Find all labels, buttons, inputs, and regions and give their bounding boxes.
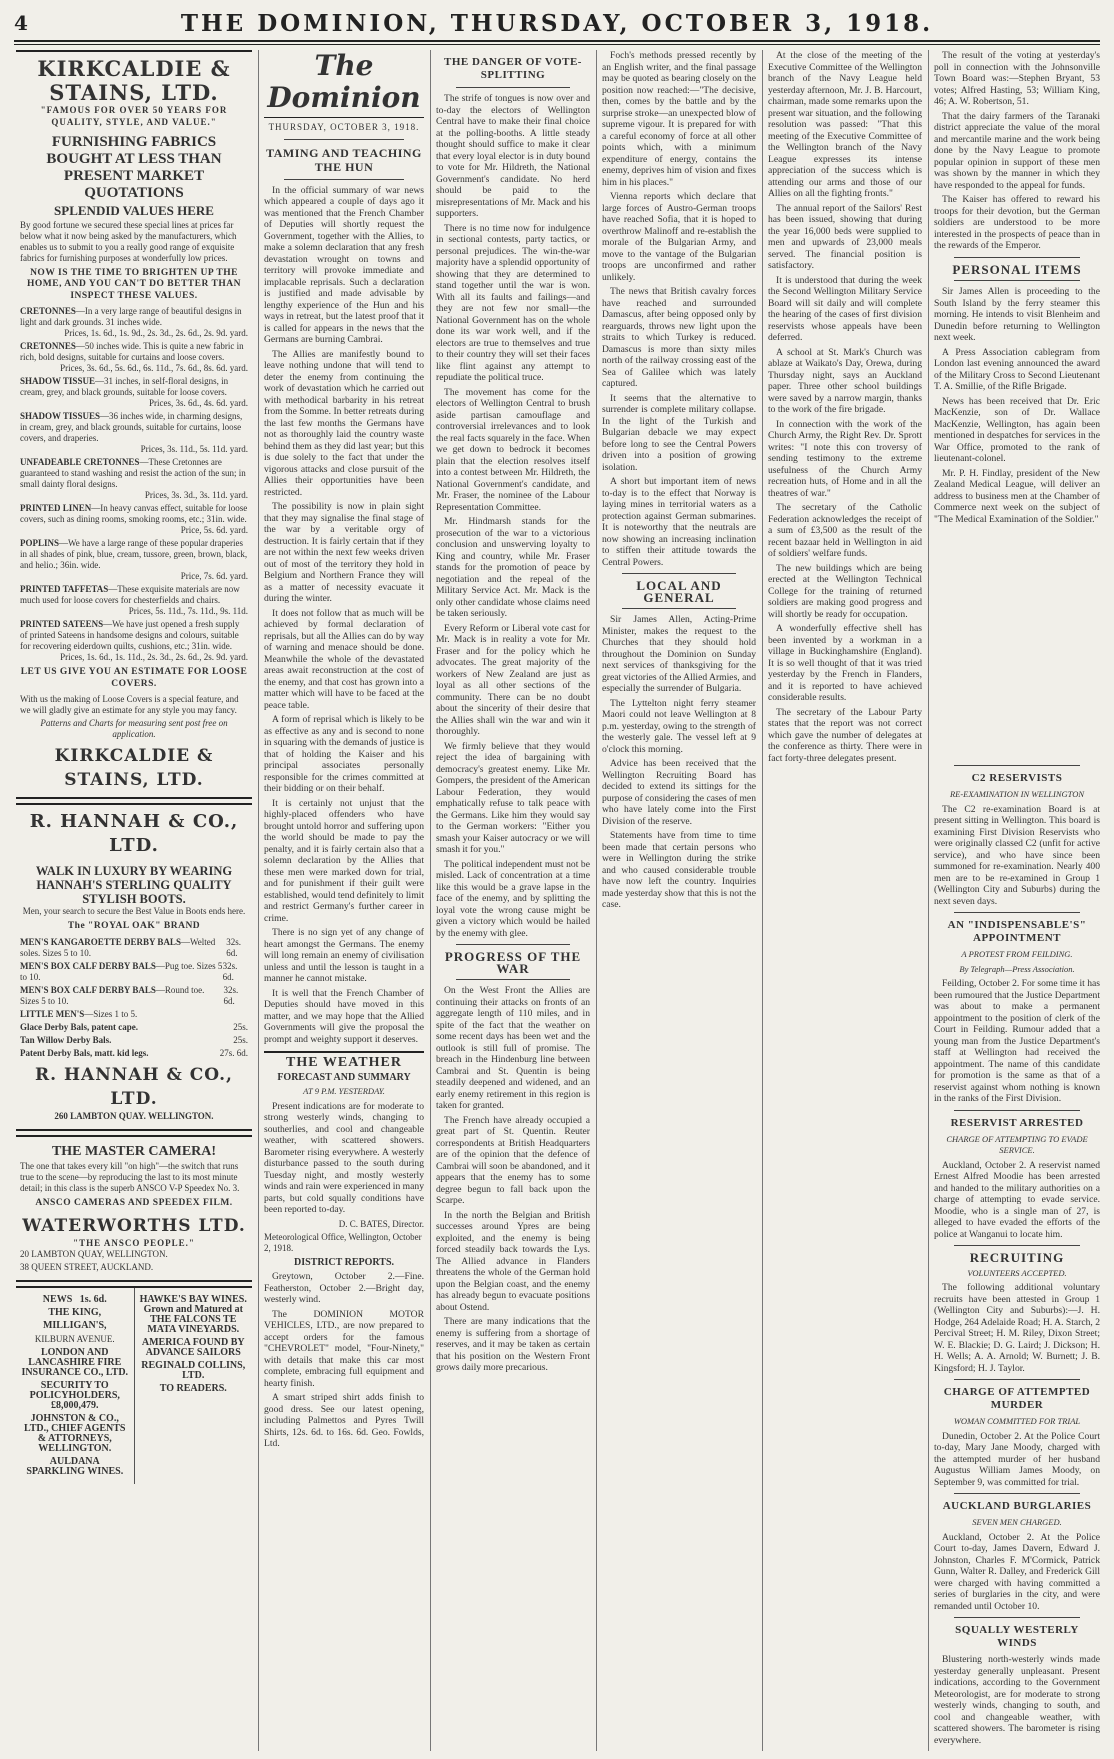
squally-title: SQUALLY WESTERLY WINDS [955, 1624, 1079, 1649]
vote-splitting-column [436, 50, 590, 1753]
murder-title: CHARGE OF ATTEMPTED MURDER [943, 1386, 1091, 1411]
fabric-item-price: Price, 5s. 6d. yard. [180, 525, 248, 535]
johnston-agents: JOHNSTON & CO., LTD., CHIEF AGENTS & ATTORNEYS, WELLINGTON. [23, 1413, 126, 1454]
reservists-sub: RE-EXAMINATION IN WELLINGTON [949, 789, 1085, 799]
burglaries-text: Auckland, October 2. At the Police Court to-day, James Davern, Edward J. Johnston, Charles F. M'Cormick, Patrick Gunn, Walter R. Dalley, and Frederick Gill were charged with having committed a series of burglaries in the city, and were remanded until October 10. [934, 1531, 1100, 1612]
weather-box [264, 1051, 424, 1450]
murder-sub: WOMAN COMMITTED FOR TRIAL [953, 1416, 1081, 1426]
paragraph: News has been received that Dr. Eric MacKenzie, son of Dr. Wallace MacKenzie, Wellington, has again been mentioned in despatches for services in the War Office, promoted to the rank of lieutenant-colonel. [934, 395, 1100, 464]
column-divider [258, 50, 259, 1751]
hawkes-bay-wines: HAWKE'S BAY WINES. Grown and Matured at THE FALCONS TE MATA VINEYARDS. [139, 1294, 247, 1335]
arrested-text: Auckland, October 2. A reservist named Ernest Alfred Moodie has been arrested and handed to the military authorities on a charge of attempting to evade service. Moodie, who is a single man of 27, is alleged to have evaded the efforts of the police at Wanganui to locate him. [934, 1159, 1100, 1240]
fabric-item-name: POPLINS [20, 538, 60, 548]
weather-sign: D. C. BATES, Director. [338, 1218, 424, 1229]
indispensable-sub: A PROTEST FROM FEILDING. [961, 949, 1073, 959]
estimate-heading: LET US GIVE YOU AN ESTIMATE FOR LOOSE COVERS. [20, 667, 248, 689]
paragraph: We firmly believe that they would reject the idea of bargaining with democracy's greatest enemy. Like Mr. Gompers, the president of the American Labour Federation, they would emphatically refuse to talk peace with the Germans. Like him they would say to the German workers: "Either you smash your Kaiser autocracy or we will smash it for you." [436, 740, 590, 855]
fabric-item [20, 503, 248, 536]
paragraph: Every Reform or Liberal vote cast for Mr. Mack is in reality a vote for Mr. Fraser and for the policy which he advocates. The great majority of the workers of New Zealand are just as loyal as all other sections of the community. There can be no doubt about the sincerity of their desire that the Allies shall win the war and win it thoroughly. [436, 622, 590, 737]
arrested-title: RESERVIST ARRESTED [950, 1116, 1084, 1129]
boot-item [20, 1022, 248, 1033]
ansco-heading: ANSCO CAMERAS AND SPEEDEX FILM. [35, 1198, 233, 1208]
fabric-item-price: Prices, 5s. 11d., 7s. 11d., 9s. 11d. [128, 606, 248, 616]
boot-item-name: MEN'S KANGAROETTE DERBY BALS—Welted soles. Sizes 5 to 10. [20, 936, 216, 958]
paragraph: Sir James Allen is proceeding to the South Island by the ferry steamer this morning. He intends to visit Blenheim and Dunedin before returning to Wellington next week. [934, 286, 1100, 343]
fabric-item-name: UNFADEABLE CRETONNES [20, 457, 140, 467]
waterworths-title: WATERWORTHS LTD. [22, 1215, 246, 1236]
reginald-collins: REGINALD COLLINS, LTD. [141, 1360, 246, 1381]
boot-item-name: Patent Derby Bals, matt. kid legs. [20, 1047, 149, 1058]
boot-item-price: 32s. 6d. [226, 936, 242, 958]
paragraph: On the West Front the Allies are continuing their attacks on fronts of an aggregate length of 110 miles, and in spite of the fact that the weather on some recent days has been wet and the outlook is still full of promise. The breach in the Hindenburg line between Cambrai and St. Quentin is being steadily deepened and widened, and an early enemy retirement in this region is taken for granted. [436, 985, 590, 1111]
squally-text: Blustering north-westerly winds made yesterday generally unpleasant. Present indications, according to the Government Meteorologist, are for moderate to strong westerly winds, changing to south, and cool and changeable weather, with scattered showers. The barometer is rising everywhere. [934, 1654, 1100, 1746]
paragraph: Mr. P. H. Findlay, president of the New Zealand Medical League, will deliver an address to business men at the Chamber of Commerce next week on the subject of "The Medical Examination of the Soldier." [934, 467, 1100, 525]
paragraph: The French have already occupied a great part of St. Quentin. Reuter correspondents at British Headquarters are of the opinion that the defence of Cambrai will soon be abandoned, and it appears that the enemy has to some degree begun to fall back upon the Scarpe. [436, 1114, 590, 1206]
fabric-item-text: —We have just opened a fresh supply of printed Sateens in handsome designs and colours, suitable for recovering eiderdown quilts, cushions, etc.; 31in. wide. [20, 619, 240, 651]
fabric-item [20, 411, 248, 455]
arrested-sub: CHARGE OF ATTEMPTING TO EVADE SERVICE. [946, 1133, 1088, 1155]
fabric-item [20, 457, 248, 501]
fabric-item-text: —31 inches, in self-floral designs, in cream, grey, and black grounds, suitable for loose covers. [20, 376, 229, 397]
patterns-text: Patterns and Charts for measuring sent post free on application. [40, 718, 228, 739]
local-general-body [602, 614, 756, 911]
boot-item-price: 25s. [233, 1021, 248, 1032]
boot-list [20, 937, 248, 1059]
masthead [14, 8, 1100, 38]
editorial-title: TAMING AND TEACHING THE HUN [266, 145, 422, 174]
murder-text: Dunedin, October 2. At the Police Court to-day, Mary Jane Moody, charged with the attempted murder of her husband Augustus William James Moody, on September 9, was committed for trial. [934, 1430, 1100, 1488]
paragraph: The Kaiser has offered to reward his troops for their devotion, but the German soldiers are understood to be more interested in the prospects of peace than in the rewards of the Emperor. [934, 194, 1100, 251]
paragraph: The political independent must not be misled. Lack of concentration at a time like this would be a grave lapse in the face of the enemy, and by splitting the loyal vote the wrong cause might be given a victory which would be hailed by the enemy with glee. [436, 858, 590, 939]
kirkcaldie-title-footer: KIRKCALDIE & STAINS, LTD. [54, 746, 214, 790]
fabric-item-price: Prices, 1s. 6d., 1s. 9d., 2s. 3d., 2s. 6d., 2s. 9d. yard. [64, 328, 248, 338]
fabric-item-name: CRETONNES [20, 341, 76, 351]
boot-item [20, 961, 248, 983]
column-divider [596, 50, 597, 1751]
fabric-item-price: Prices, 3s. 11d., 5s. 11d. yard. [140, 444, 248, 454]
boot-item [20, 1009, 248, 1020]
indispensable-by: By Telegraph—Press Association. [959, 963, 1075, 974]
paragraph: It seems that the alternative to surrender is complete military collapse. In the light of the Turkish and Bulgarian debacle we may expect before long to see the Central Powers driven into a position of growing isolation. [602, 392, 756, 473]
paragraph: At the close of the meeting of the Executive Committee of the Wellington branch of the Navy League held yesterday afternoon, Mr. J. B. Harcourt, chairman, made some remarks upon the present war situation, and the following resolution was passed: "That this meeting of the Executive Committee of the Wellington branch of the Navy League expresses its intense appreciation of the success which is attending our arms and those of our Allies on all the fighting fronts." [768, 50, 922, 199]
burglaries-sub: SEVEN MEN CHARGED. [972, 1517, 1062, 1527]
indispensable-text: Feilding, October 2. For some time it has been rumoured that the Justice Department was about to make a permanent appointment to the position of clerk of the Court in Feilding. Rumour added that a young man from the Justice Department's staff at Wellington had received the appointment. The name of this candidate for promotion is the same as that of a reservist against whom nothing is known in the ranks of the First Division. [934, 978, 1100, 1104]
kirkcaldie-tagline: "FAMOUS FOR OVER 50 YEARS FOR QUALITY, STYLE, AND VALUE." [40, 105, 228, 127]
security-line: SECURITY TO POLICYHOLDERS, £8,000,479. [29, 1380, 120, 1411]
vote-splitting-body [436, 93, 590, 939]
boot-item-name: MEN'S BOX CALF DERBY BALS—Round toe. Sizes 5 to 10. [20, 984, 205, 1006]
weather-title: THE WEATHER [286, 1055, 402, 1070]
column-divider [928, 50, 929, 1751]
fabric-item-name: PRINTED LINEN [20, 503, 92, 513]
paragraph: That the dairy farmers of the Taranaki district appreciate the value of the moral and mercantile marine and the work being done by the Navy League to promote popular opinion in support of these men was shown by the manner in which they have responded to the appeal for funds. [934, 110, 1100, 191]
royal-oak-brand: The "ROYAL OAK" BRAND [67, 921, 201, 931]
reservists-text: The C2 re-examination Board is at present sitting in Wellington. This board is examining First Division Reservists who were originally classed C2 (unfit for active service), and who have since been summoned for re-examination. Nearly 400 men are to be re-examined in Group 1 (Wellington City and Suburbs) during the next seven days. [934, 803, 1100, 907]
master-camera-title: THE MASTER CAMERA! [51, 1143, 217, 1159]
walk-sub: Men, your search to secure the Best Value in Boots ends here. [22, 906, 246, 916]
boot-item-price: 25s. [233, 1034, 248, 1045]
paragraph: The strife of tongues is now over and to-day the electors of Wellington Central have to make their final choice at the polling-booths. A little steady thought should suffice to make it clear that every loyal elector is in duty bound to vote for Mr. Hildreth, the National Government's candidate. No herd should be paid to the misrepresentations of Mr. Mack and his supporters. [436, 93, 590, 219]
splendid-values: SPLENDID VALUES HERE [54, 203, 214, 218]
boot-item [20, 937, 248, 959]
loose-covers-text: With us the making of Loose Covers is a special feature, and we will gladly give an estimate for any style you may fancy. [20, 694, 239, 715]
boot-item [20, 1048, 248, 1059]
recruiting-sub: VOLUNTEERS ACCEPTED. [967, 1267, 1067, 1278]
war-notes-column [602, 50, 756, 1753]
masthead-title: THE DOMINION, THURSDAY, OCTOBER 3, 1918. [180, 9, 934, 37]
boot-item-name: MEN'S BOX CALF DERBY BALS—Pug toe. Sizes 5 to 10. [20, 960, 223, 982]
fabric-item [20, 584, 248, 617]
indispensable-title: AN "INDISPENSABLE'S" APPOINTMENT [947, 919, 1087, 944]
fabric-item [20, 619, 248, 663]
paragraph: The annual report of the Sailors' Rest has been issued, showing that during the year 16,000 beds were supplied to men and upwards of 23,000 meals served. The financial position is satisfactory. [768, 202, 922, 271]
personal-items-body [934, 286, 1100, 525]
paragraph: There is no time now for indulgence in sectional contests, party tactics, or personal prejudices. The win-the-war majority have a splendid opportunity of showing that they are determined to stand together until the war is won. With all its faults and failings—and they are not few nor small—the National Government has on the whole done its war work well, and if the electors are true to themselves and true to their country they will set their faces like flint against any attempt to repudiate the political truce. [436, 222, 590, 383]
fabric-item-price: Prices, 3s. 6d., 5s. 6d., 6s. 11d., 7s. 6d., 8s. 6d. yard. [60, 363, 248, 373]
paragraph: In the north the Belgian and British successes around Ypres are being exploited, and the enemy is being forced steadily back towards the Lys. The Allied advance in Flanders threatens the whole of the German hold upon the Belgian coast, and the enemy has already begun to evacuate positions about Ostend. [436, 1209, 590, 1313]
paragraph: The new buildings which are being erected at the Wellington Technical College for the training of returned soldiers are making good progress and will shortly be ready for occupation. [768, 562, 922, 620]
small-ads-right [134, 1288, 253, 1484]
paragraph: Mr. Hindmarsh stands for the prosecution of the war to a victorious conclusion and unswerving loyalty to King and country, while Mr. Fraser stands for the promotion of peace by negotiation and the repeal of the Military Service Act. Mr. Mack is the only other candidate whose claims need be taken seriously. [436, 516, 590, 619]
fabric-item-price: Prices, 1s. 6d., 1s. 11d., 2s. 3d., 2s. 6d., 2s. 9d. yard. [60, 652, 248, 662]
waterworths-sub: "THE ANSCO PEOPLE." [73, 1237, 195, 1248]
news-body [768, 50, 922, 764]
boot-item-price: 32s. 6d. [223, 984, 239, 1006]
weather-subtitle: FORECAST AND SUMMARY [277, 1071, 411, 1083]
editorial-column [264, 50, 424, 1753]
paragraph: A school at St. Mark's Church was ablaze at Waikato's Day, Orewa, during Thursday night, says an Auckland paper. Three other school buildings were saved by a narrow margin, thanks to the work of the fire brigade. [768, 346, 922, 415]
paragraph: The Allies are manifestly bound to leave nothing undone that will tend to deter the enemy from continuing the work of devastation which he carried out with methodical barbarity in his retreat from the Somme. In better retreats during the last few months the Germans have not as thoroughly laid the country waste behind them as they did last year; but this is due solely to the fact that under the vigorous attacks and close pursuit of the Allies their opportunities have been restricted. [264, 348, 424, 498]
paragraph: Vienna reports which declare that large forces of Austro-German troops have reached Sofia, that it is hoped to overthrow Malinoff and re-establish the morale of the Bulgarian Army, and move to the vantage of the Bulgarian troops are unconfirmed and rather unlikely. [602, 191, 756, 283]
district-reports-text: Greytown, October 2.—Fine. Featherston, October 2.—Bright day, westerly wind. [264, 1271, 424, 1305]
motor-notice: The DOMINION MOTOR VEHICLES, LTD., are now prepared to accept orders for the famous "CHEVROLET" model, "Four-Ninety," with details that make this car most complete, embracing full equipment and hearty finish. [264, 1308, 424, 1389]
boot-item-name: Tan Willow Derby Bals. [20, 1034, 112, 1045]
paragraph: A form of reprisal which is likely to be as effective as any and is second to none in squaring with the demands of justice is that of holding the Kaiser and his principal associates personally responsible for the crimes committed at their bidding or on their behalf. [264, 714, 424, 794]
fabric-item [20, 538, 248, 582]
auldana-wines: AULDANA SPARKLING WINES. [26, 1456, 124, 1477]
to-readers: TO READERS. [159, 1383, 227, 1394]
paragraph: The secretary of the Catholic Federation acknowledges the receipt of a sum of £3,500 as the result of the recent bazaar held in Wellington in aid of soldiers' welfare funds. [768, 502, 922, 559]
hannah-ad [16, 803, 252, 1131]
fabric-item-name: CRETONNES [20, 306, 76, 316]
paragraph: The possibility is now in plain sight that they may signalise the final stage of the war by a veritable orgy of destruction. It is fairly certain that if they are not within the next few weeks driven out of most of the territory they hold in Belgium and Northern France they will as a matter of necessity evacuate it during the winter. [264, 501, 424, 604]
fabric-item-text: —These Cretonnes are guaranteed to stand washing and resist the action of the sun; in small dainty floral designs. [20, 457, 246, 489]
column-divider [430, 50, 431, 1751]
milligan-title: MILLIGAN'S, [42, 1320, 107, 1331]
boot-item [20, 1035, 248, 1046]
paragraph: It is understood that during the week the Second Wellington Military Service Board will sit daily and will complete the hearing of the cases of first division reservists whose appeals have been deferred. [768, 274, 922, 343]
recruiting-title: RECRUITING [969, 1250, 1065, 1265]
paragraph: A short but important item of news to-day is to the effect that Norway is laying mines in territorial waters as a protection against German submarines. It is noteworthy that the neutrals are now showing an increasing inclination to stiffen their attitude towards the Central Powers. [602, 476, 756, 568]
walk-headline: WALK IN LUXURY BY WEARING HANNAH'S STERLING QUALITY STYLISH BOOTS. [35, 864, 233, 906]
fabric-item-price: Prices, 3s. 3d., 3s. 11d. yard. [144, 490, 248, 500]
boot-item [20, 985, 248, 1007]
paragraph: A Press Association cablegram from London last evening announced the award of the Military Cross to Second Lieutenant T. A. Smillie, of the Rifle Brigade. [934, 346, 1100, 392]
boot-item-price: 27s. 6d. [219, 1047, 248, 1058]
fabric-item-price: Price, 7s. 6d. yard. [180, 571, 248, 581]
fabric-item-text: —These exquisite materials are now much used for loose covers for chesterfields and chairs. [20, 584, 240, 605]
progress-title: PROGRESS OF THE WAR [444, 949, 582, 976]
burglaries-title: AUCKLAND BURGLARIES [942, 1500, 1092, 1512]
hannah-title: R. HANNAH & CO., LTD. [29, 811, 239, 856]
column-divider [762, 50, 763, 1751]
editorial-date: THURSDAY, OCTOBER 3, 1918. [268, 122, 420, 132]
advertisement-column [16, 50, 252, 1753]
paragraph: Advice has been received that the Wellington Recruiting Board has decided to extend its sittings for the purpose of considering the cases of men who have lately come into the First Division of the reserve. [602, 758, 756, 827]
fabric-item-text: —In heavy canvas effect, suitable for loose covers, such as dining rooms, smoking rooms, etc.; 31in. wide. [20, 503, 248, 524]
shirt-notice: A smart striped shirt adds finish to good dress. See our latest opening, including Palmettos and Pyres Twill Shirts, 12s. 6d. to 16s. 6d. Geo. Fowlds, Ltd. [264, 1392, 424, 1449]
recruiting-text: The following additional voluntary recruits have been attested in Group 1 (Wellington City and Suburbs):—J. H. Hodge, 264 Adelaide Road; H. A. Starch, 2 Percival Street; H. M. Riley, Dixon Street; W. E. Blackie; D. G. Laird; J. Dickson; H. H. Wells; A. A. Arnold; W. Burnett; J. B. Kingsford; H. J. Taylor. [934, 1282, 1100, 1374]
paragraph: The result of the voting at yesterday's poll in connection with the Johnsonville Town Board was:—Stephen Bryant, 53 votes; Alfred Hasting, 53; William King, 46; A. W. Robertson, 51. [934, 50, 1100, 107]
masthead-rule-thin [14, 44, 1100, 45]
fabric-list [20, 306, 248, 663]
fabric-item-name: SHADOW TISSUES [20, 411, 100, 421]
fabric-item-name: SHADOW TISSUE [20, 376, 95, 386]
small-ads-left [16, 1288, 134, 1484]
paper-name: The Dominion [264, 50, 424, 118]
fabric-item-name: PRINTED SATEENS [20, 619, 104, 629]
hannah-title-footer: R. HANNAH & CO., LTD. [35, 1064, 233, 1109]
fabric-item-text: —50 inches wide. This is quite a new fabric in rich, bold designs, suitable for curtains and loose covers. [20, 341, 244, 362]
fabric-item-text: —In a very large range of beautiful designs in light and dark grounds. 31 inches wide. [20, 306, 242, 327]
london-lancashire: LONDON AND LANCASHIRE FIRE INSURANCE CO., LTD. [21, 1347, 129, 1378]
weather-time: AT 9 P.M. YESTERDAY. [303, 1086, 385, 1096]
boot-item-name: LITTLE MEN'S—Sizes 1 to 5. [20, 1008, 138, 1019]
paragraph: It does not follow that as much will be achieved by formal declaration of reprisals, but all the Allies can do by way of warning and menace should be done. Meanwhile the whole of the devastated areas await reconstruction at the cost of the enemy, and that cost has grown into a matter which will have to be faced at the peace table. [264, 607, 424, 711]
paragraph: Sir James Allen, Acting-Prime Minister, makes the request to the Churches that they should hold throughout the Dominion on Sunday next services of thanksgiving for the great victories of the Allied Armies, and especially the surrender of Bulgaria. [602, 614, 756, 694]
small-ads-grid [16, 1286, 252, 1484]
page-number: 4 [14, 11, 28, 35]
boot-item-name: Glace Derby Bals, patent cape. [20, 1021, 138, 1032]
right-intro-body [934, 50, 1100, 252]
vote-splitting-title: THE DANGER OF VOTE-SPLITTING [444, 56, 582, 81]
furnishing-intro: By good fortune we secured these special lines at prices far below what it now being asked by the manufacturers, which enables us to submit to you a really good range of exquisite fabrics for furnishing purposes at wonderfully low prices. [20, 219, 237, 263]
kirkcaldie-title: KIRKCALDIE & STAINS, LTD. [37, 56, 231, 105]
fabric-item [20, 376, 248, 409]
progress-body [436, 985, 590, 1374]
paragraph: The movement has come for the electors of Wellington Central to brush aside partisan camouflage and controversial irrelevances and to look the real facts squarely in the face. When we get down to bedrock it becomes plain that the election resolves itself into a contest between Mr. Hildreth, the National Government's candidate, and Mr. Fraser, the nominee of the Labour Representation Committee. [436, 386, 590, 513]
paragraph: In the official summary of war news which appeared a couple of days ago it was mentioned that the French Chamber of Deputies will shortly request the Government, together with the Allies, to make a solemn declaration that any fresh devastation wrought on towns and territory will provoke immediate and implacable reprisals. Such a declaration is justified and made advisable by lengthy experience of the Hun and his ways in retreat, but the latest proof that it is called for appears in the news that the Germans are burning Cambrai. [264, 184, 424, 345]
news-label: NEWS 1s. 6d. [42, 1294, 107, 1305]
boot-item-price: 32s. 6d. [222, 960, 238, 982]
paragraph: There are many indications that the enemy is suffering from a shortage of reserves, and it may be taken as certain that his position on the Western Front grows daily more precarious. [436, 1316, 590, 1373]
now-is-the-time: NOW IS THE TIME TO BRIGHTEN UP THE HOME, AND YOU CAN'T DO BETTER THAN INSPECT THESE VALUES. [27, 267, 241, 301]
paragraph: Foch's methods pressed recently by an English writer, and the final passage may be quoted as bearing closely on the position now reached:—"The decisive, then, comes by the battle and by the surprise stroke—an unexpected blow of supreme vigour. It is prepared for with a careful economy of force at all other points which, with a minimum expenditure of energy, contains the enemy, deprives him of vision and fixes him in his places." [602, 50, 756, 188]
editorial-body [264, 185, 424, 1046]
paragraph: The news that British cavalry forces have reached and surrounded Damascus, after being opposed only by rearguards, throws new light upon the straits to which Turkey is reduced. Damascus is more than sixty miles north of the railway crossing east of the Sea of Galilee which was lately captured. [602, 286, 756, 389]
furnishing-headline: FURNISHING FABRICS BOUGHT AT LESS THAN PRESENT MARKET QUOTATIONS [46, 134, 222, 201]
personal-items-title: PERSONAL ITEMS [952, 261, 1082, 277]
milligan-sub: KILBURN AVENUE. [34, 1334, 115, 1344]
weather-text: Present indications are for moderate to strong westerly winds, changing to southerlies, and cool and changeable weather, with scattered showers. Barometer rising everywhere. A westerly disturbance passed to the south during Tuesday night, and mostly westerly winds and rain were experienced in many parts, but cold squally conditions have been reported to-day. [264, 1100, 424, 1215]
fabric-item-text: —We have a large range of these popular draperies in all shades of pink, blue, cream, tussore, green, brown, black, and helio.; 36in. wide. [20, 538, 248, 570]
paragraph: The secretary of the Labour Party states that the report was not correct which gave the number of delegates at the conference as thirty. There were in fact forty-three delegates present. [768, 706, 922, 764]
paragraph: It is certainly not unjust that the highly-placed offenders who have brought untold horror and suffering upon the world should be made to pay the penalty, and it is fairly certain also that a solemn declaration by the Allies that these men were marked down for trial, and for punishment if their guilt were established, would tend definitely to limit and restrict Germany's further career in crime. [264, 797, 424, 924]
waterworths-address-2: 38 QUEEN STREET, AUCKLAND. [20, 1262, 154, 1272]
district-reports-title: DISTRICT REPORTS. [293, 1256, 395, 1268]
hannah-address: 260 LAMBTON QUAY. WELLINGTON. [54, 1110, 214, 1121]
weather-office: Meteorological Office, Wellington, October 2, 1918. [264, 1231, 422, 1253]
reservists-column [934, 760, 1100, 1753]
paragraph: The Lyttelton night ferry steamer Maori could not leave Wellington at 8 p.m. yesterday, owing to the strength of the westerly gale. The vessel left at 9 o'clock this morning. [602, 697, 756, 755]
fabric-item-name: PRINTED TAFFETAS [20, 584, 109, 594]
war-notes-body [602, 50, 756, 568]
waterworths-address-1: 20 LAMBTON QUAY, WELLINGTON. [20, 1249, 168, 1259]
camera-ad [16, 1135, 252, 1283]
paragraph: There is no sign yet of any change of heart amongst the Germans. The enemy will long remain an enemy of civilisation unless and until the lesson is taught in a manner he cannot mistake. [264, 927, 424, 984]
paragraph: A wonderfully effective shell has been invented by a workman in a village in Buckinghamshire (England). It is so well thought of that it was tried yesterday by the French in Flanders, and it is reported to have achieved considerable results. [768, 623, 922, 703]
fabric-item [20, 306, 248, 339]
fabric-item [20, 341, 248, 374]
america-found: AMERICA FOUND BY ADVANCE SAILORS [141, 1337, 245, 1358]
paragraph: It is well that the French Chamber of Deputies should have moved in this matter, and we may hope that the Allied Governments will give the proposal the prompt and weighty support it deserves. [264, 987, 424, 1045]
paragraph: In connection with the work of the Church Army, the Right Rev. Dr. Sprott writes: "I note this con troversy of sending testimony to the extreme usefulness of the Church Army recreation huts, of Home and in all the theatres of war." [768, 418, 922, 499]
kirkcaldie-ad [16, 50, 252, 799]
reservists-title: C2 RESERVISTS [971, 772, 1063, 784]
fabric-item-text: —36 inches wide, in charming designs, in cream, grey, and black grounds, suitable for curtains, loose covers, and draperies. [20, 411, 243, 443]
fabric-item-price: Prices, 3s. 6d., 4s. 6d. yard. [149, 398, 248, 408]
camera-text: The one that takes every kill "on high"—the switch that runs true to the scene—by reproducing the last to its most minute detail; in this class is the superb ANSCO V-P Speedex No. 3. [20, 1161, 240, 1193]
right-news-column [934, 50, 1100, 756]
paragraph: Statements have from time to time been made that certain persons who were in Wellington during the strike and who caused considerable trouble have now left the country. Inquiries made yesterday show that this is not the case. [602, 830, 756, 910]
news-column [768, 50, 922, 1753]
the-king: THE KING, [48, 1307, 102, 1318]
local-general-title: LOCAL AND GENERAL [636, 578, 722, 605]
masthead-rule [14, 40, 1100, 42]
